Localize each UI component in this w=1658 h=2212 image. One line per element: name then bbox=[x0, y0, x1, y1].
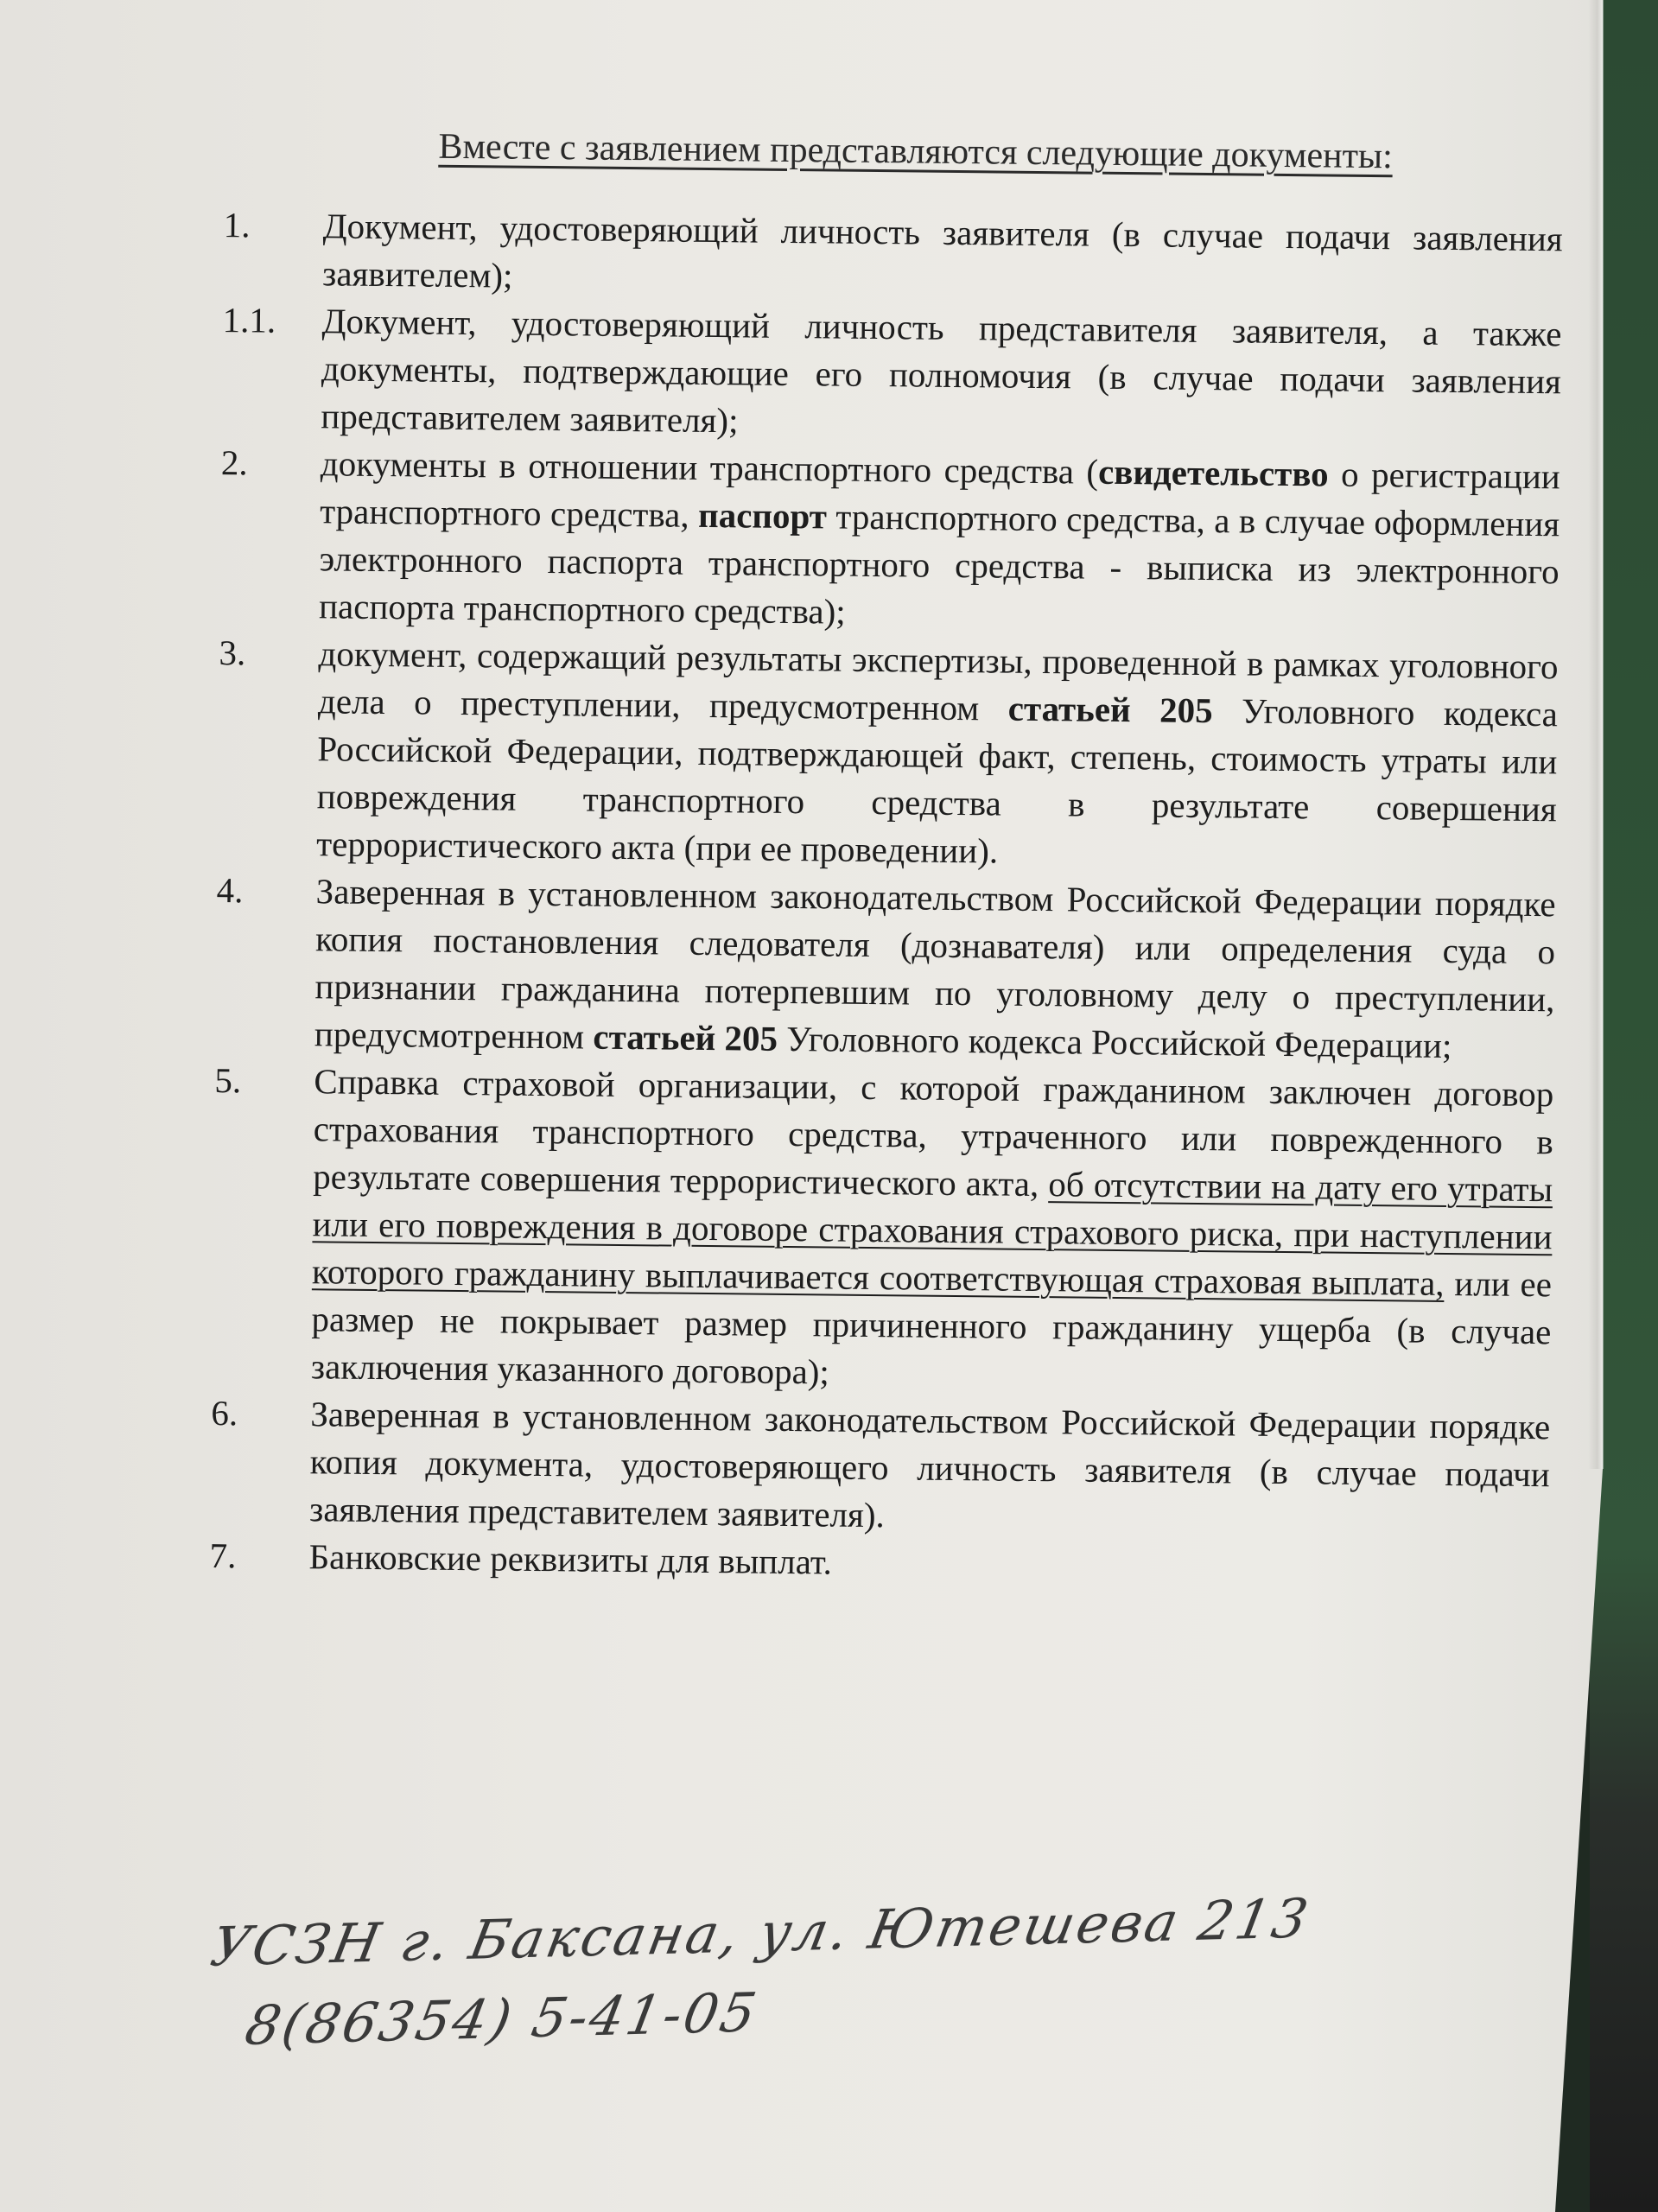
bold-text: статьей 205 bbox=[1007, 688, 1213, 731]
list-item-number: 5. bbox=[214, 1060, 242, 1101]
list-item bbox=[213, 296, 1562, 453]
text-segment: Документ, удостоверяющий личность заявителя (в случае подачи заявления заявителем); bbox=[321, 206, 1563, 296]
list-item bbox=[214, 201, 1563, 310]
text-segment: транспортного средства, а в случае оформления электронного паспорта транспортного средства - выписка из электронного паспорта транспортного средства); bbox=[318, 496, 1560, 632]
handwritten-address: УСЗН г. Баксана, ул. Ютешева 213 bbox=[206, 1886, 1316, 1979]
document-heading: Вместе с заявлением представляются следующие документы: bbox=[438, 126, 1394, 177]
text-segment: документы в отношении транспортного средства ( bbox=[320, 443, 1099, 492]
list-item-number: 4. bbox=[216, 870, 244, 911]
list-item bbox=[211, 439, 1560, 643]
text-segment: Заверенная в установленном законодательством Российской Федерации порядке копия постановления следователя (дознавателя) или определения суда о признании гражданина потерпевшим по уголовному делу о преступлении, предусмотренном bbox=[314, 871, 1556, 1057]
list-item-text bbox=[321, 297, 1562, 453]
list-item bbox=[206, 867, 1556, 1071]
list-item-number: 1.1. bbox=[222, 300, 276, 340]
text-segment: Заверенная в установленном законодательством Российской Федерации порядке копия документа, удостоверяющего личность заявителя (в случае подачи заявления представителем заявителя). bbox=[308, 1394, 1551, 1535]
list-item bbox=[208, 629, 1559, 880]
list-item-number: 3. bbox=[219, 632, 246, 673]
text-segment: Документ, удостоверяющий личность представителя заявителя, а также документы, подтверждающие его полномочия (в случае подачи заявления представителем заявителя); bbox=[321, 301, 1562, 441]
list-item-text bbox=[314, 868, 1556, 1071]
list-item-number: 2. bbox=[220, 442, 248, 483]
list-item-text bbox=[316, 630, 1559, 880]
text-segment: Уголовного кодекса Российской Федерации, подтверждающей факт, степень, стоимость утраты или повреждения транспортного средства в результате совершения террористического акта (при ее проведении). bbox=[316, 690, 1559, 871]
text-segment: Банковские реквизиты для выплат. bbox=[308, 1536, 833, 1582]
text-segment: Справка страховой организации, с которой гражданином заключен договор страхования транспортного средства, утраченного или поврежденного в результате совершения террористического акта, bbox=[312, 1061, 1554, 1205]
document-body bbox=[200, 121, 1564, 1593]
documents-list bbox=[200, 201, 1563, 1593]
paper-edge-shadow bbox=[1588, 0, 1604, 1469]
bold-text: статьей 205 bbox=[593, 1016, 778, 1058]
list-item-text bbox=[309, 1390, 1551, 1546]
list-item bbox=[203, 1057, 1554, 1403]
handwritten-phone: 8(86354) 5-41-05 bbox=[240, 1980, 764, 2057]
text-segment: Уголовного кодекса Российской Федерации; bbox=[777, 1018, 1452, 1066]
list-item-number: 1. bbox=[223, 205, 251, 245]
underlined-text: об отсутствии на дату его утраты или его повреждения в договоре страхования страхового риска, при наступлении которого гражданину выплачивается соответствующая страховая выплата, bbox=[311, 1164, 1553, 1303]
list-item bbox=[201, 1389, 1551, 1546]
list-item-text bbox=[319, 440, 1560, 643]
text-segment: о регистрации транспортного средства, bbox=[320, 454, 1561, 535]
list-item-number: 6. bbox=[211, 1393, 238, 1433]
bold-text: паспорт bbox=[697, 494, 828, 537]
list-item-text bbox=[311, 1058, 1554, 1403]
bold-text: свидетельство bbox=[1097, 451, 1329, 494]
list-item-number: 7. bbox=[209, 1535, 237, 1576]
list-item-text bbox=[322, 202, 1563, 310]
text-segment: документ, содержащий результаты экспертизы, проведенной в рамках уголовного дела о преступлении, предусмотренном bbox=[317, 633, 1559, 728]
text-segment: или ее размер не покрывает размер причиненного гражданину ущерба (в случае заключения указанного договора); bbox=[310, 1262, 1553, 1392]
